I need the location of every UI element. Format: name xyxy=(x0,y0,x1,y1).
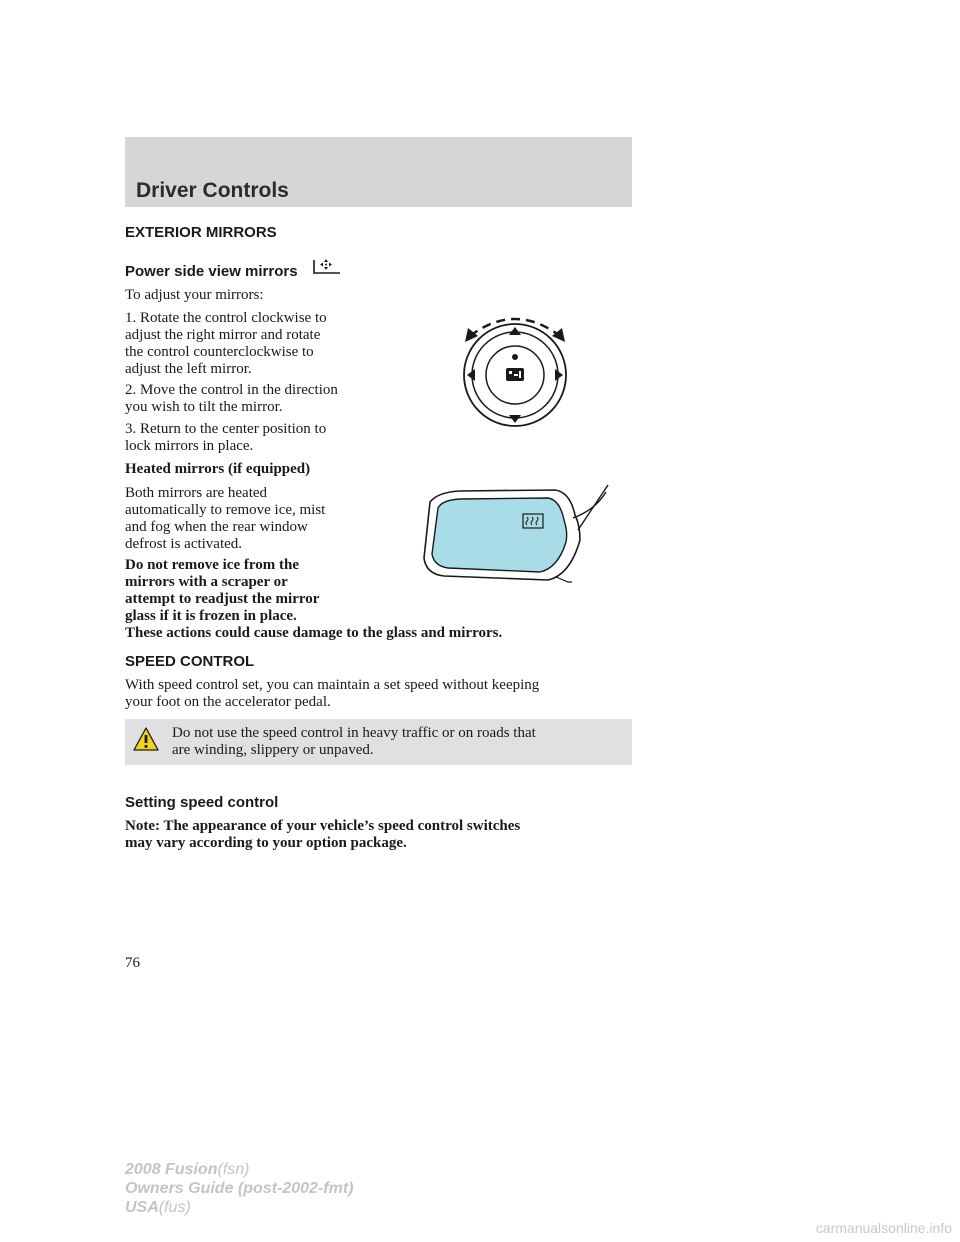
warning-box xyxy=(125,719,632,765)
heated-mirrors-warning: Do not remove ice from the mirrors with a scraper or attempt to readjust the mirror glass if it is frozen in place. These actions could cause damage to the glass and mirrors. xyxy=(125,557,503,641)
intro-text: To adjust your mirrors: xyxy=(125,287,264,303)
step-1: 1. Rotate the control clockwise to adjust the right mirror and rotate the control counterclockwise to adjust the left mirror. xyxy=(125,310,327,377)
section-heading-speed-control: SPEED CONTROL xyxy=(125,653,255,670)
step-2: 2. Move the control in the direction you wish to tilt the mirror. xyxy=(125,382,338,415)
watermark: carmanualsonline.info xyxy=(815,1220,952,1236)
page-title: Driver Controls xyxy=(136,179,289,202)
step-3: 3. Return to the center position to lock mirrors in place. xyxy=(125,421,327,454)
page-number: 76 xyxy=(125,955,140,971)
header-band xyxy=(125,137,632,207)
warning-text: Do not use the speed control in heavy traffic or on roads that are winding, slippery or unpaved. xyxy=(172,725,536,758)
subheading-power-mirrors: Power side view mirrors xyxy=(125,263,298,280)
footer: 2008 Fusion(fsn) Owners Guide (post-2002-fmt) USA(fus) xyxy=(125,1161,354,1216)
section-heading-exterior-mirrors: EXTERIOR MIRRORS xyxy=(125,224,277,241)
heated-mirror-illustration xyxy=(410,480,620,585)
speed-control-text: With speed control set, you can maintain a set speed without keeping your foot on the accelerator pedal. xyxy=(125,677,540,710)
speed-control-note: Note: The appearance of your vehicle’s speed control switches may vary according to your option package. xyxy=(125,818,521,851)
warning-triangle-icon xyxy=(133,727,159,751)
heated-mirrors-text: Both mirrors are heated automatically to remove ice, mist and fog when the rear window defrost is activated. xyxy=(125,485,326,552)
subheading-setting-speed-control: Setting speed control xyxy=(125,794,279,811)
mirror-knob-illustration xyxy=(440,300,590,430)
subheading-heated-mirrors: Heated mirrors (if equipped) xyxy=(125,461,311,477)
mirror-control-icon xyxy=(312,256,342,276)
